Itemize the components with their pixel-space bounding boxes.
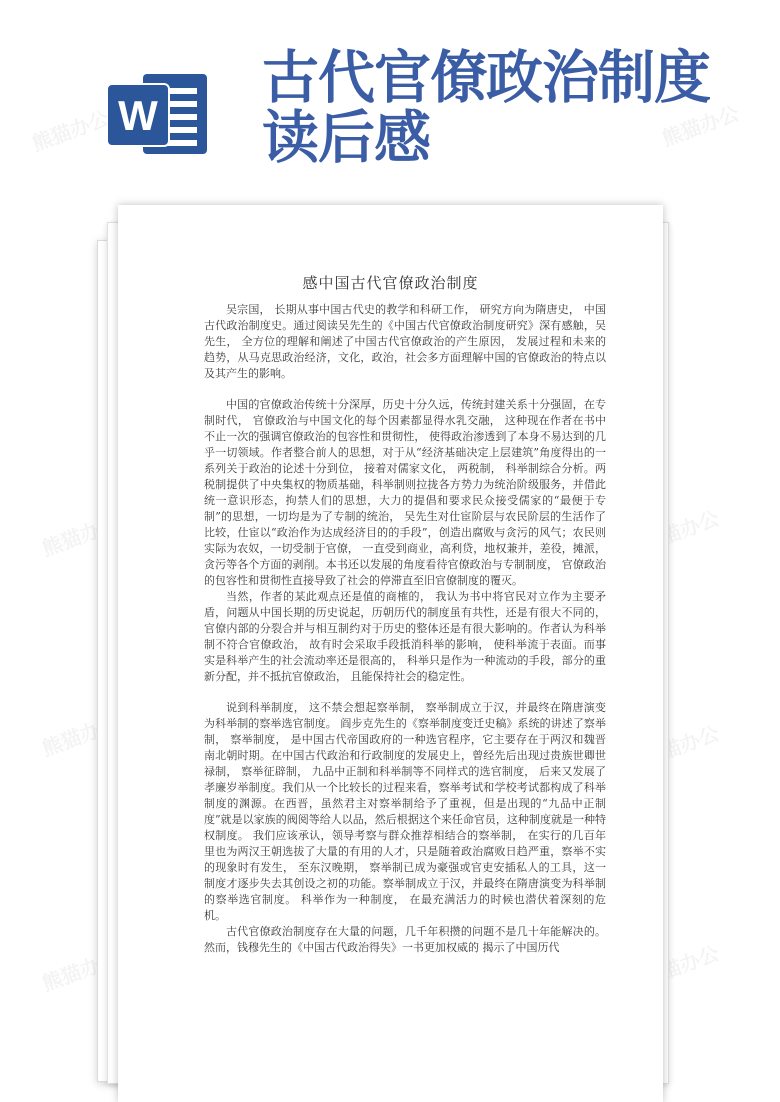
paragraph: 说到科举制度， 这不禁会想起察举制， 察举制成立于汉，并最终在隋唐演变为科举制的察举选官制度。 阎步克先生的《察举制度变迁史稿》系统的讲述了察举制， 察举制度， 是中国古代帝国政府的一种选官程序，它主要存在于两汉和魏晋南北朝时期。在中国古代政治和行政制度的发展史上，曾经先后出现过贵族世卿世禄制， 察举征辟制， 九品中正制和科举制等不同样式的选官制度， 后来又发展了孝廉岁举制度。我们从一个比较长的过程来看，察举考试和学校考试都构成了科举制度的渊源。在西晋，虽然君主对察举制给予了重视，但是出现的“九品中正制度”就是以家族的阀阅等给人以品，然后根据这个来任命官员，这种制度就是一种特权制度。 我们应该承认，领导考察与群众推荐相结合的察举制， 在实行的几百年里也为两汉王朝选拔了大量的有用的人才，只是随着政治腐败日趋严重，察举不实的现象时有发生， 至东汉晚期， 察举制已成为豪强或官吏安插私人的工具，这一制度才逐步失去其创设之初的功能。察举制成立于汉，并最终在隋唐演变为科举制的察举选官制度。 科举作为一种制度， 在最充满活力的时候也潜伏着深刻的危机。	[204, 701, 606, 922]
page-title	[262, 45, 762, 171]
paragraph: 吴宗国， 长期从事中国古代史的教学和科研工作， 研究方向为隋唐史， 中国古代政治制度史。通过阅读吴先生的《中国古代官僚政治制度研究》深有感触，吴先生， 全方位的理解和阐述了中国古代官僚政治的产生原因， 发展过程和未来的趋势，从马克思政治经济，文化，政治，社会多方面理解中国的官僚政治的特点以及其产生的影响。	[204, 303, 606, 380]
logo-letter: W	[118, 92, 158, 139]
paragraph: 当然，作者的某此观点还是值的商榷的， 我认为书中将官民对立作为主要矛盾，问题从中国长期的历史说起，历朝历代的制度虽有共性，还是有很大不同的，官僚内部的分裂合并与相互制约对于历史的整体还是有很大影响的。作者认为科举制不符合官僚政治， 故有时会采取手段抵消科举的影响， 使科举流于表面。而事实是科举产生的社会流动率还是很高的， 科举只是作为一种流动的手段，部分的重新分配，并不抵抗官僚政治， 且能保持社会的稳定性。	[204, 590, 606, 683]
title-line-2: 读后感	[262, 105, 430, 171]
title-line-1: 古代官僚政治制度	[262, 45, 710, 111]
word-icon	[107, 68, 209, 160]
document-title: 感中国古代官僚政治制度	[302, 274, 479, 292]
watermark	[27, 102, 112, 157]
document-body	[204, 302, 606, 956]
paragraph: 中国的官僚政治传统十分深厚，历史十分久远，传统封建关系十分强固，在专制时代， 官僚政治与中国文化的每个因素都显得水乳交融， 这种现在作者在书中不止一次的强调官僚政治的包容性和贯彻性， 使得政治渗透到了本身不易达到的几乎一切领域。作者整合前人的思想，对于从“经济基础决定上层建筑”角度得出的一系列关于政治的论述十分到位， 接着对儒家文化， 两税制， 科举制综合分析。两税制提供了中央集权的物质基础，科举制则拉拢各方势力为统治阶级服务，并借此统一意识形态，拘禁人们的思想，大力的提倡和要求民众接受儒家的“最便于专制”的思想，一切均是为了专制的统治， 吴先生对仕宦阶层与农民阶层的生活作了比较，仕宦以“政治作为达成经济目的的手段”，创造出腐败与贪污的风气；农民则实际为农奴，一切受制于官僚， 一直受到商业，高利贷，地权兼并，差役，摊派，贪污等各个方面的剥削。本书还以发展的角度看待官僚政治与专制制度， 官僚政治的包容性和贯彻性直接导致了社会的停滞直至旧官僚制度的覆灭。	[204, 398, 606, 587]
document-page	[118, 205, 663, 1102]
paragraph: 古代官僚政治制度存在大量的问题，几千年积攒的问题不是几十年能解决的。 然而，钱穆先生的《中国古代政治得失》一书更加权威的 揭示了中国历代	[204, 925, 606, 954]
